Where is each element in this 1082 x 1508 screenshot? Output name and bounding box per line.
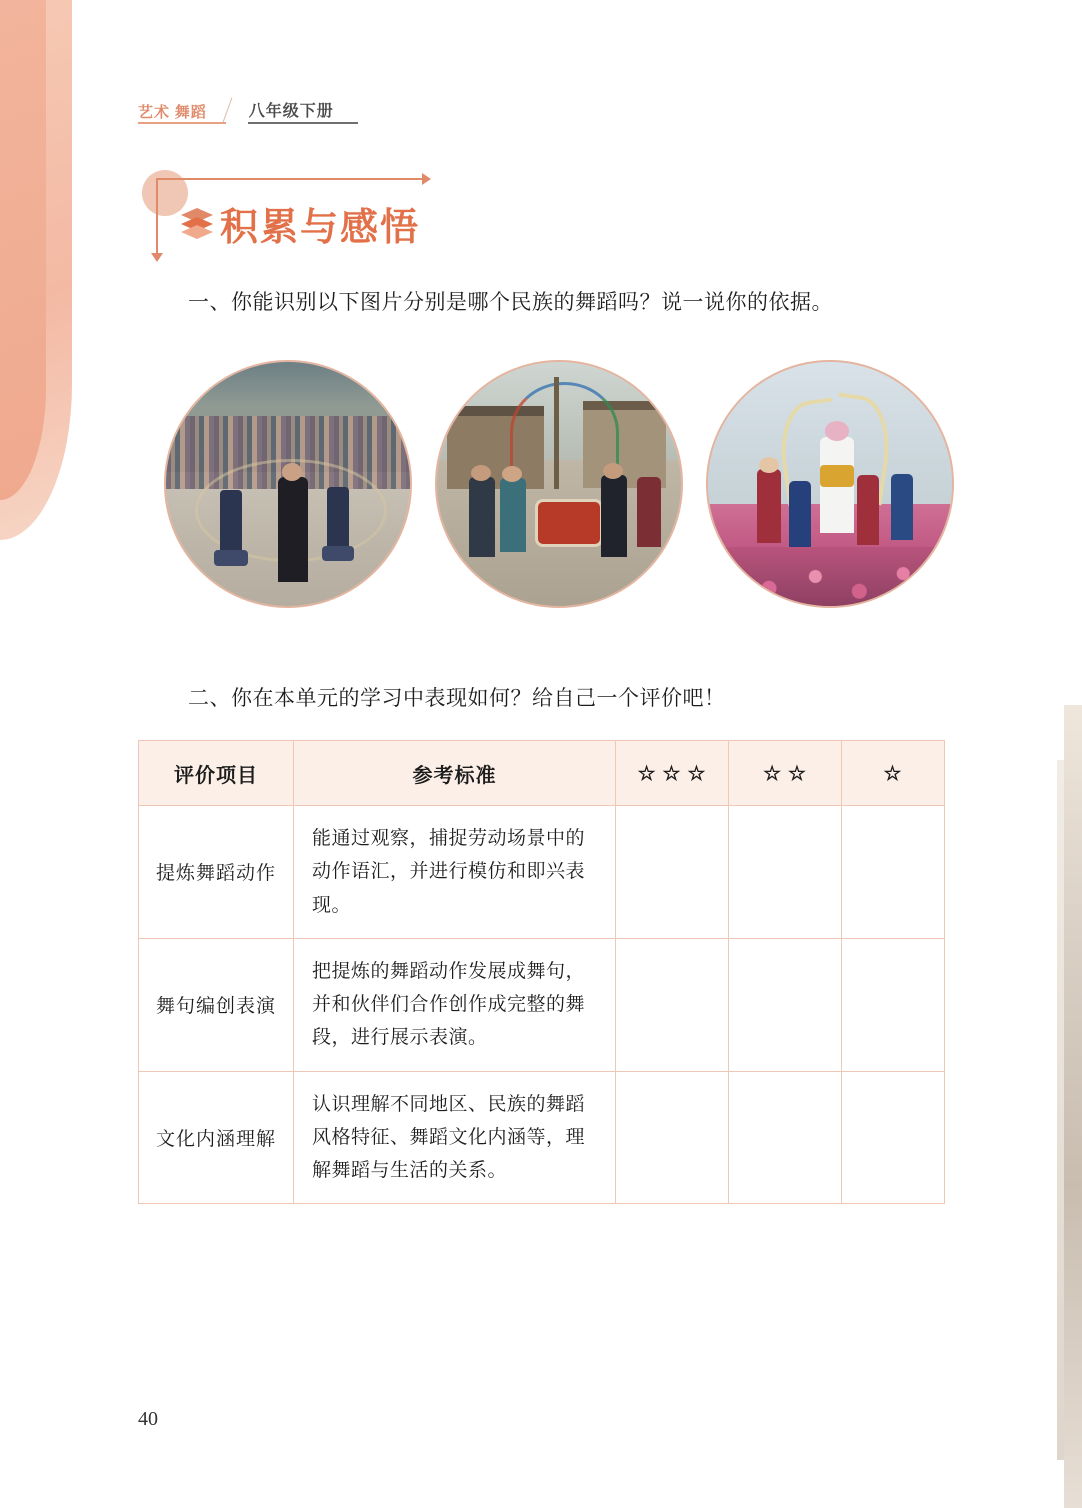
column-header-three-stars: ☆ ☆ ☆	[616, 741, 729, 806]
table-row	[139, 1071, 945, 1204]
page-number: 40	[138, 1408, 158, 1430]
row-2-item: 舞句编创表演	[139, 938, 294, 1071]
photo-dance-1	[164, 360, 412, 608]
header-underline-dark	[248, 122, 358, 124]
self-evaluation-table	[138, 740, 945, 1204]
row-1-one-star-checkbox[interactable]	[842, 806, 945, 939]
section-title-block	[136, 170, 436, 260]
column-header-standard: 参考标准	[294, 741, 616, 806]
photo3-dancer-4	[891, 474, 913, 540]
left-edge-decoration	[0, 0, 72, 540]
photo1-dancer-center	[278, 477, 308, 582]
header-subject: 艺术 舞蹈	[138, 105, 207, 121]
table-header-row	[139, 741, 945, 806]
row-1-standard: 能通过观察，捕捉劳动场景中的动作语汇，并进行模仿和即兴表现。	[294, 806, 616, 939]
photo2-ribbon-arch	[510, 382, 618, 483]
photo3-flower-field	[708, 547, 952, 606]
row-2-three-stars-checkbox[interactable]	[616, 938, 729, 1071]
right-edge-decoration	[1064, 705, 1082, 1508]
photo2-drum	[535, 499, 603, 547]
photo1-dancer-right	[327, 487, 349, 557]
row-2-two-stars-checkbox[interactable]	[729, 938, 842, 1071]
row-2-standard: 把提炼的舞蹈动作发展成舞句，并和伙伴们合作创作成完整的舞段，进行展示表演。	[294, 938, 616, 1071]
title-vertical-rule	[156, 178, 158, 256]
header-underline-accent	[138, 122, 226, 124]
row-3-two-stars-checkbox[interactable]	[729, 1071, 842, 1204]
table-row	[139, 938, 945, 1071]
photo3-lead-dancer	[820, 437, 854, 533]
photo2-dancer-1	[469, 477, 495, 557]
title-arrow-down-icon	[151, 253, 163, 262]
running-header	[138, 96, 334, 122]
row-3-three-stars-checkbox[interactable]	[616, 1071, 729, 1204]
header-separator	[213, 98, 247, 122]
title-arrow-right-icon	[422, 173, 431, 185]
photo1-dancer-left	[220, 490, 242, 562]
photo3-dancer-2	[789, 481, 811, 547]
header-grade: 八年级下册	[248, 103, 334, 120]
page-title: 积累与感悟	[220, 207, 421, 249]
photo2-dancer-4	[637, 477, 661, 547]
column-header-two-stars: ☆ ☆	[729, 741, 842, 806]
row-3-standard: 认识理解不同地区、民族的舞蹈风格特征、舞蹈文化内涵等，理解舞蹈与生活的关系。	[294, 1071, 616, 1204]
photo-dance-3	[706, 360, 954, 608]
photo2-dancer-3	[601, 475, 627, 557]
photo-row	[164, 360, 954, 616]
question-2: 二、你在本单元的学习中表现如何？给自己一个评价吧！	[188, 686, 726, 710]
photo-dance-2	[435, 360, 683, 608]
column-header-item: 评价项目	[139, 741, 294, 806]
row-1-item: 提炼舞蹈动作	[139, 806, 294, 939]
photo2-center-pole	[554, 377, 559, 489]
title-horizontal-rule	[156, 178, 424, 180]
row-1-two-stars-checkbox[interactable]	[729, 806, 842, 939]
right-edge-decoration-secondary	[1057, 760, 1064, 1460]
row-2-one-star-checkbox[interactable]	[842, 938, 945, 1071]
left-edge-decoration-inner	[0, 0, 46, 500]
column-header-one-star: ☆	[842, 741, 945, 806]
table-row	[139, 806, 945, 939]
question-1: 一、你能识别以下图片分别是哪个民族的舞蹈吗？说一说你的依据。	[188, 290, 833, 314]
photo3-dancer-1	[757, 469, 781, 543]
photo3-dancer-3	[857, 475, 879, 545]
row-1-three-stars-checkbox[interactable]	[616, 806, 729, 939]
row-3-item: 文化内涵理解	[139, 1071, 294, 1204]
row-3-one-star-checkbox[interactable]	[842, 1071, 945, 1204]
photo2-dancer-2	[500, 478, 526, 552]
stacked-layers-icon	[178, 202, 216, 240]
